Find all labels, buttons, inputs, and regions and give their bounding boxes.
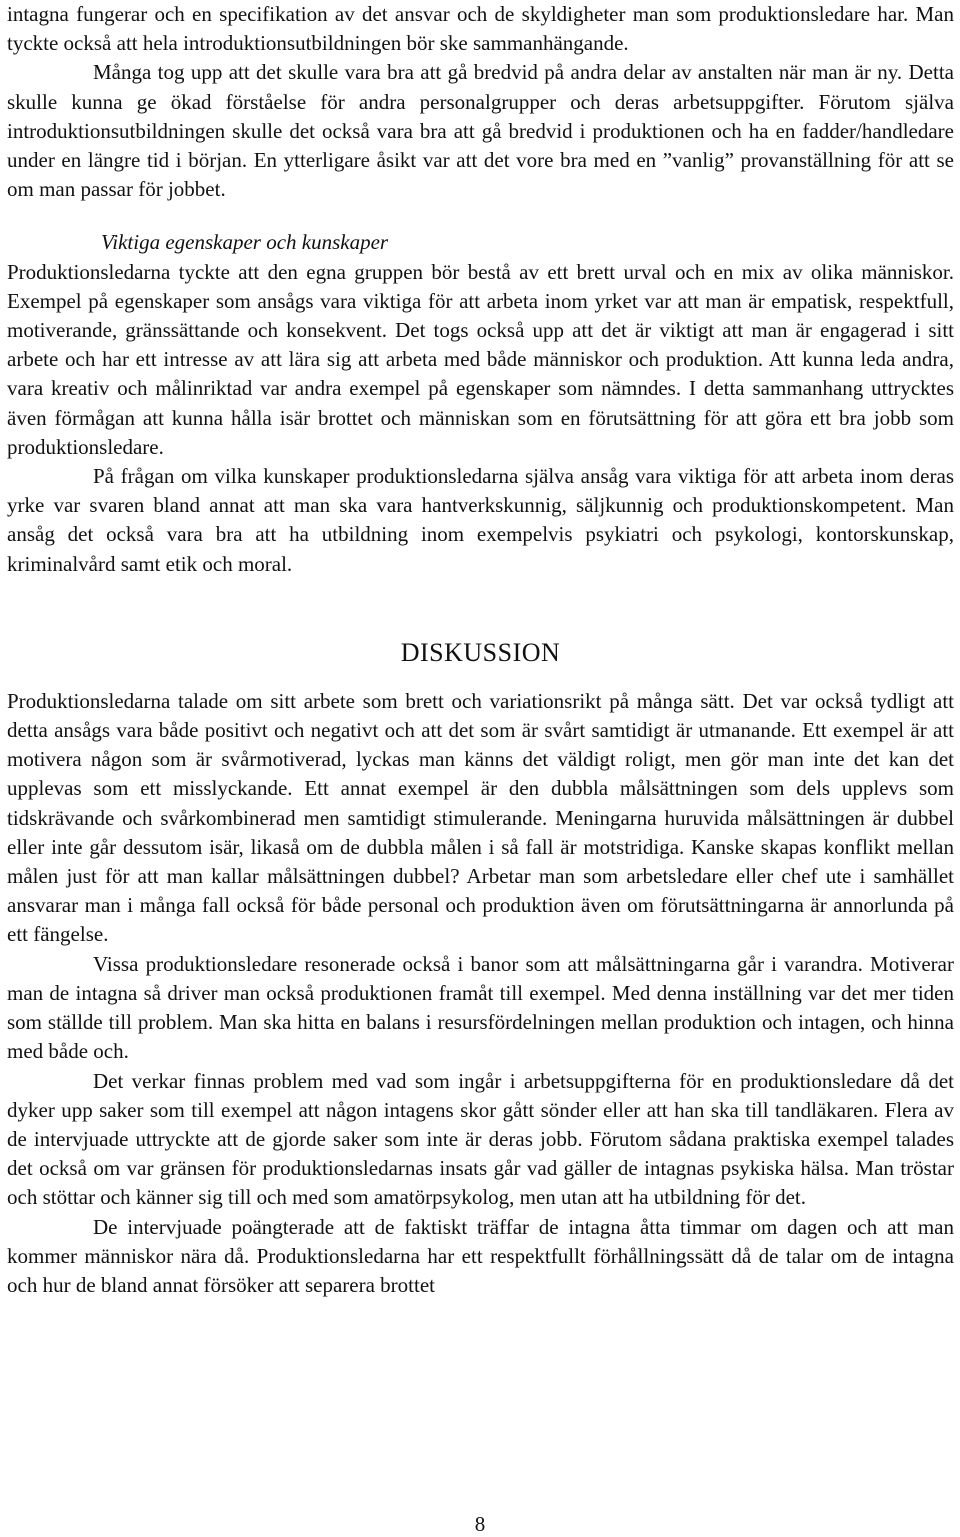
spacer: [7, 579, 954, 636]
page-number: 8: [474, 1512, 486, 1536]
document-page: [7, 0, 954, 1300]
spacer: [7, 670, 954, 687]
section-heading: DISKUSSION: [400, 637, 561, 667]
paragraph-discussion-1: Produktionsledarna talade om sitt arbete som brett och variationsrikt på många sätt. Det var också tydligt att detta ansågs vara både positivt och negativt och att det som är svårt samtidigt är utmanande. Ett exempel är att motivera någon som är svårmotiverad, lyckas man känns det väldigt roligt, men gör man inte det kan det upplevas som ett misslyckande. Ett annat exempel är den dubbla målsättningen som dels upplevs som tidskrävande och svårkombinerad men samtidigt stimulerande. Meningarna huruvida målsättningen är dubbel eller inte går dessutom isär, likaså om de dubbla målen i så fall är motstridiga. Kanske skapas konflikt mellan målen just för att man kallar målsättningen dubbel? Arbetar man som arbetsledare eller chef ute i samhället ansvarar man i många fall också för både personal och produktion även om förutsättningarna är annorlunda på ett fängelse.: [7, 688, 954, 947]
paragraph-intro-2: Många tog upp att det skulle vara bra att gå bredvid på andra delar av anstalten när man är ny. Detta skulle kunna ge ökad förståelse för andra personalgrupper och deras arbetsuppgifter. Förutom själva introduktionsutbildningen skulle det också vara bra att gå bredvid i produktionen och ha en fadder/handledare under en längre tid i början. En ytterligare åsikt var att det vore bra med en ”vanlig” provanställning för att se om man passar för jobbet.: [7, 60, 954, 202]
subheading: Viktiga egenskaper och kunskaper: [101, 230, 389, 255]
paragraph-intro-continued: intagna fungerar och en specifikation av det ansvar och de skyldigheter man som produktionsledare har. Man tyckte också att hela introduktionsutbildningen bör ske sammanhängande.: [7, 2, 954, 56]
paragraph-skills-1: Produktionsledarna tyckte att den egna gruppen bör bestå av ett brett urval och en mix av olika människor. Exempel på egenskaper som ansågs vara viktiga för att arbeta inom yrket var att man är empatisk, respektfull, motiverande, gränssättande och konsekvent. Det togs också upp att det är viktigt att man är engagerad i sitt arbete och har ett intresse av att lära sig att arbeta med både människor och produktion. Att kunna leda andra, vara kreativ och målinriktad var andra exempel på egenskaper som nämndes. I detta sammanhang uttrycktes även förmågan att kunna hålla isär brottet och människan som en förutsättning för att göra ett bra jobb som produktionsledare.: [7, 259, 954, 459]
paragraph-discussion-3: Det verkar finnas problem med vad som ingår i arbetsuppgifterna för en produktionsledare då det dyker upp saker som till exempel att någon intagens skor gått sönder eller att han ska till tandläkaren. Flera av de intervjuade uttryckte att de gjorde saker som inte är deras jobb. Förutom sådana praktiska exempel talades det också om var gränsen för produktionsledarnas insats går vad gäller de intagnas psykiska hälsa. Man tröstar och stöttar och känner sig till och med som amatörpsykolog, men utan att ha utbildning för det.: [7, 1068, 954, 1210]
paragraph-discussion-4: De intervjuade poängterade att de faktiskt träffar de intagna åtta timmar om dagen och att man kommer människor nära då. Produktionsledarna har ett respektfullt förhållningssätt då de talar om de intagna och hur de bland annat försöker att separera brottet: [7, 1214, 954, 1297]
spacer: [7, 204, 954, 228]
paragraph-skills-2: På frågan om vilka kunskaper produktionsledarna själva ansåg vara viktiga för att arbeta inom deras yrke var svaren bland annat att man ska vara hantverkskunnig, säljkunnig och produktionskompetent. Man ansåg det också vara bra att ha utbildning inom exempelvis psykiatri och psykologi, kontorskunskap, kriminalvård samt etik och moral.: [7, 464, 954, 576]
paragraph-discussion-2: Vissa produktionsledare resonerade också i banor som att målsättningarna går i varandra. Motiverar man de intagna så driver man också produktionen framåt till exempel. Med denna inställning var det mer tiden som ställde till problem. Man ska hitta en balans i resursfördelningen mellan produktion och intagen, och hinna med både och.: [7, 951, 954, 1064]
